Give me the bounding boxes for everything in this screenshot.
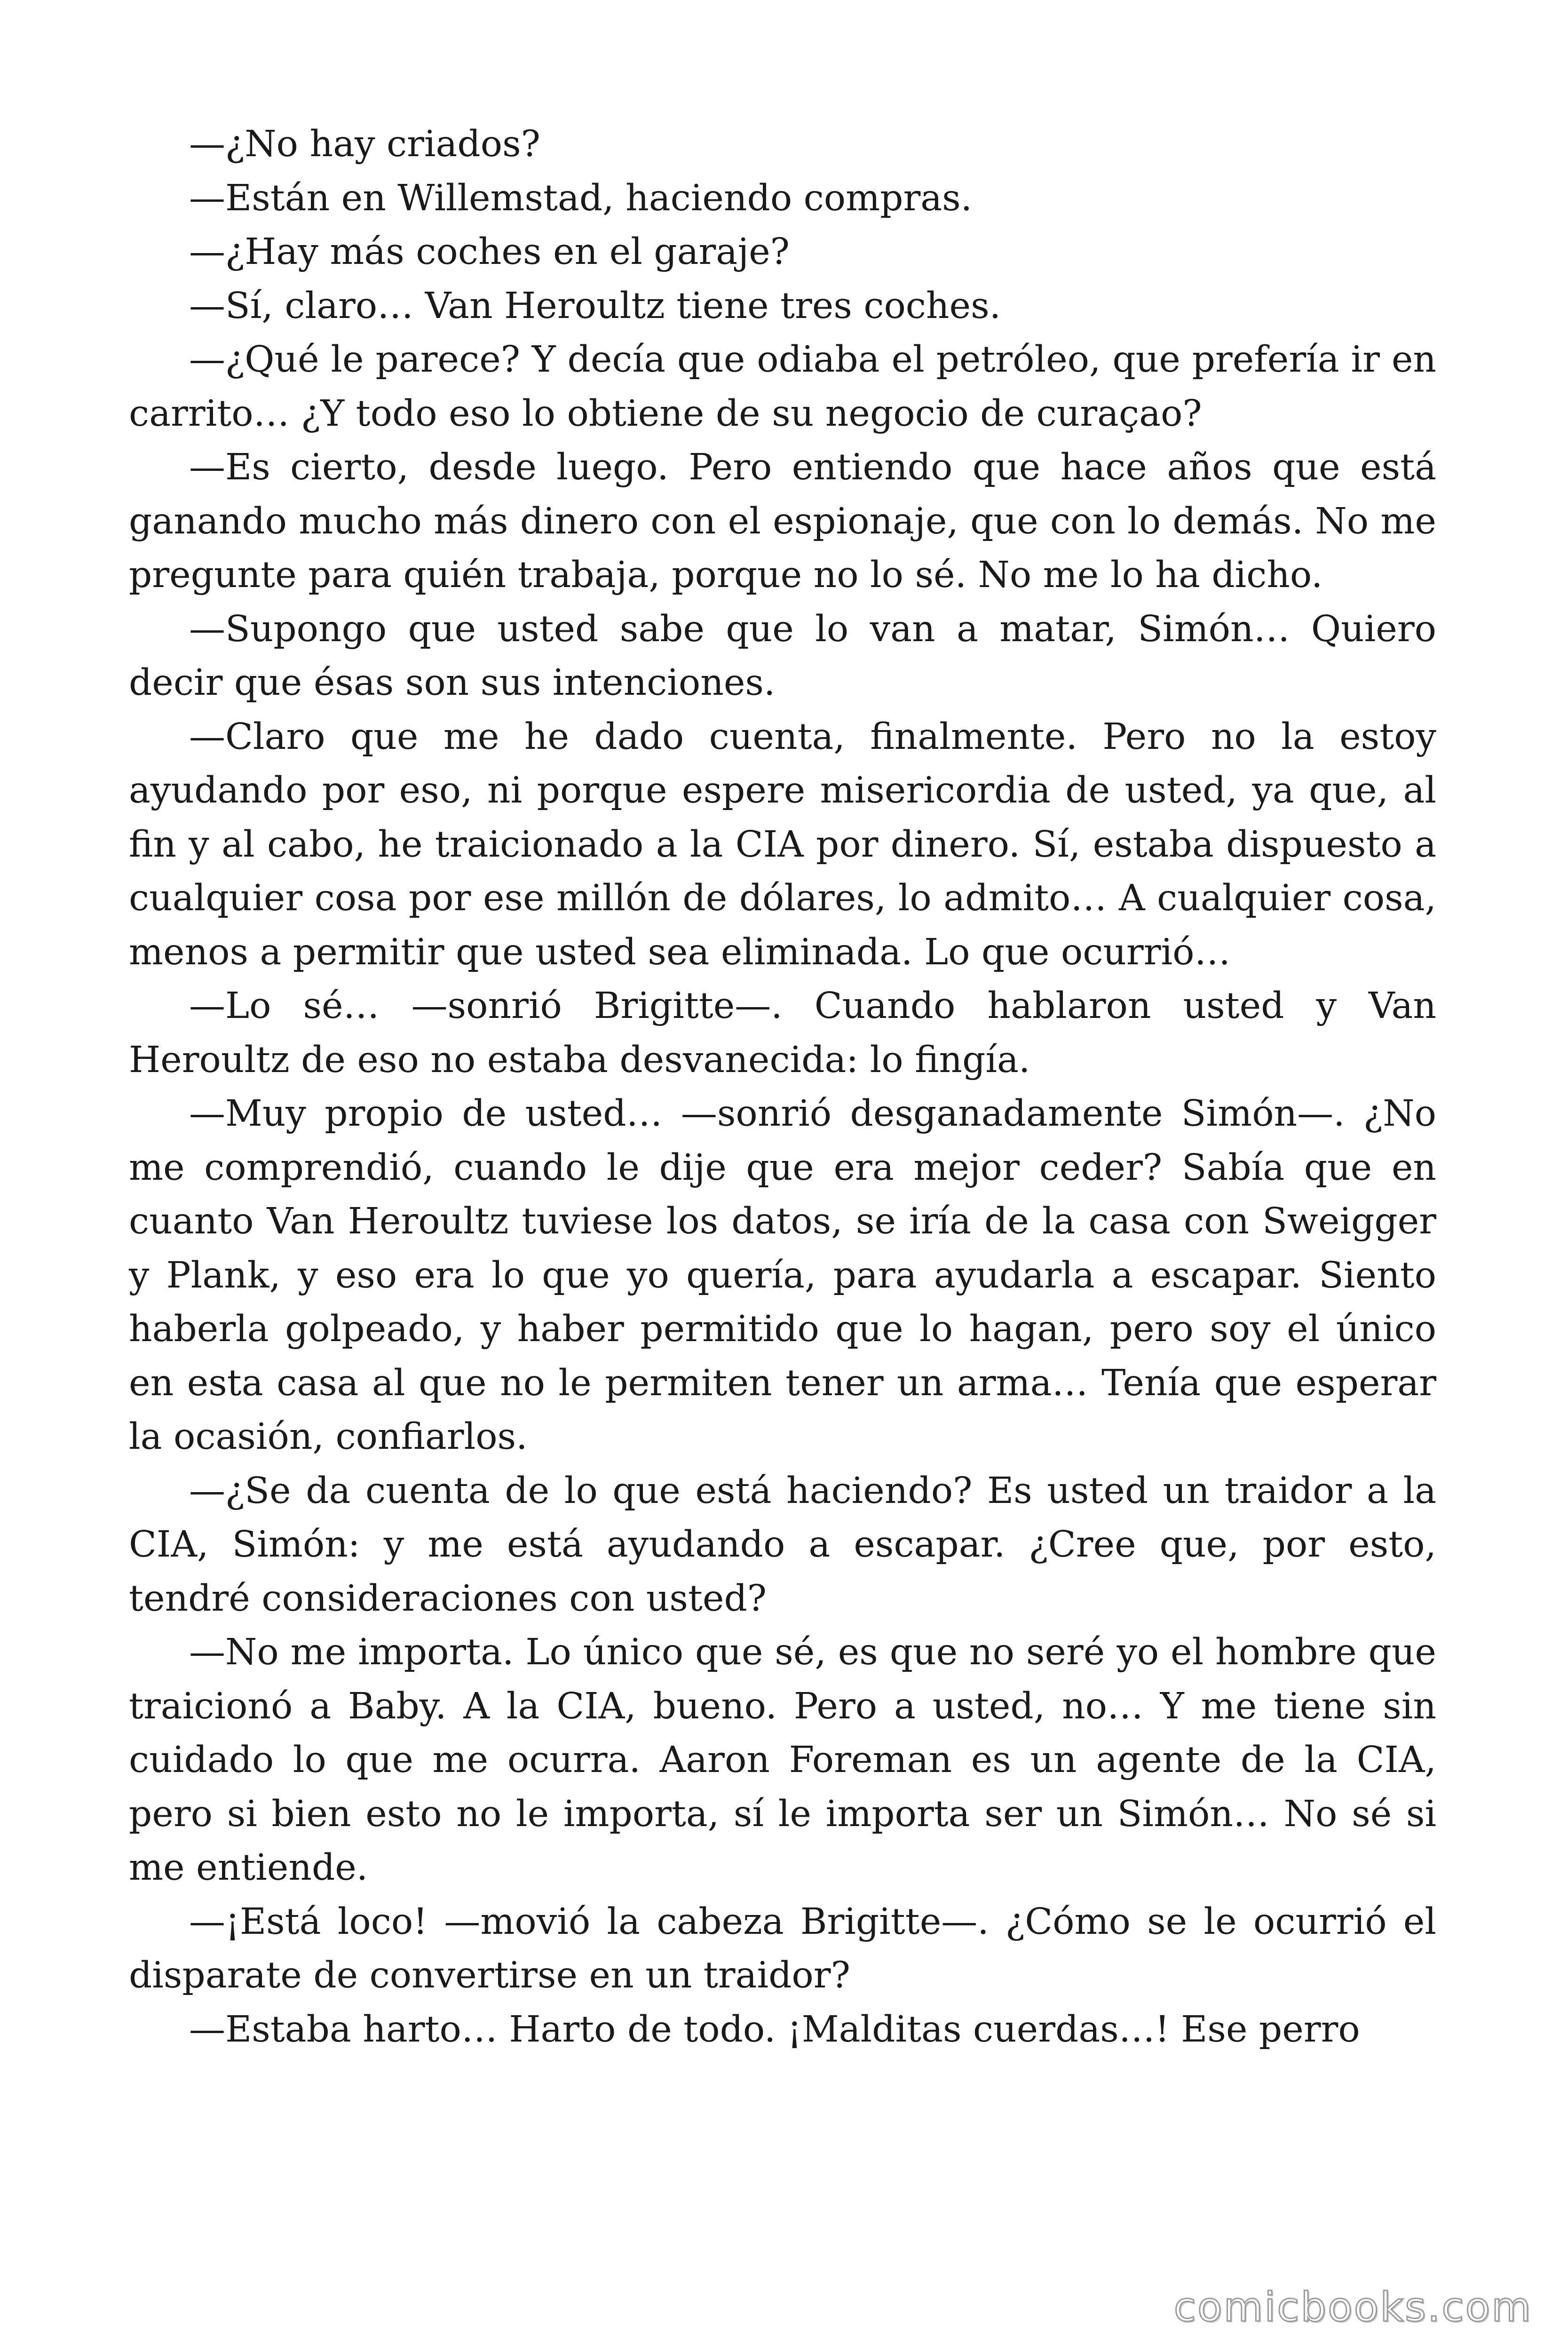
paragraph-3: —¿Hay más coches en el garaje? [189, 231, 790, 273]
paragraph-13: —¡Está loco! —movió la cabeza Brigitte—. ¿Cómo se le ocurrió el disparate de convertirse en un traidor? [129, 1900, 1436, 1996]
paragraph-11: —¿Se da cuenta de lo que está haciendo? Es usted un traidor a la CIA, Simón: y me está ayudando a escapar. ¿Cree que, por esto, tendré consideraciones con usted? [129, 1470, 1436, 1620]
paragraph-7: —Supongo que usted sabe que lo van a matar, Simón… Quiero decir que ésas son sus intenciones. [129, 608, 1436, 704]
book-page-text [129, 118, 1436, 2057]
paragraph-14: —Estaba harto… Harto de todo. ¡Malditas cuerdas…! Ese perro [189, 2008, 1360, 2050]
paragraph-5: —¿Qué le parece? Y decía que odiaba el petróleo, que prefería ir en carrito… ¿Y todo eso lo obtiene de su negocio de curaçao? [129, 339, 1436, 435]
paragraph-12: —No me importa. Lo único que sé, es que no seré yo el hombre que traicionó a Baby. A la CIA, bueno. Pero a usted, no… Y me tiene sin cuidado lo que me ocurra. Aaron Foreman es un agente de la CIA, pero si bien esto no le importa, sí le importa ser un Simón… No sé si me entiende. [129, 1631, 1436, 1889]
paragraph-8: —Claro que me he dado cuenta, finalmente. Pero no la estoy ayudando por eso, ni porque espere misericordia de usted, ya que, al fin y al cabo, he traicionado a la CIA por dinero. Sí, estaba dispuesto a cualquier cosa por ese millón de dólares, lo admito… A cualquier cosa, menos a permitir que usted sea eliminada. Lo que ocurrió… [129, 715, 1436, 973]
paragraph-2: —Están en Willemstad, haciendo compras. [189, 177, 973, 219]
paragraph-10: —Muy propio de usted… —sonrió desganadamente Simón—. ¿No me comprendió, cuando le dije que era mejor ceder? Sabía que en cuanto Van Heroultz tuviese los datos, se iría de la casa con Sweigger y Plank, y eso era lo que yo quería, para ayudarla a escapar. Siento haberla golpeado, y haber permitido que lo hagan, pero soy el único en esta casa al que no le permiten tener un arma… Tenía que esperar la ocasión, confiarlos. [129, 1093, 1436, 1458]
watermark: comicbooks.com [1173, 2284, 1532, 2331]
paragraph-4: —Sí, claro… Van Heroultz tiene tres coches. [189, 285, 1001, 327]
paragraph-6: —Es cierto, desde luego. Pero entiendo que hace años que está ganando mucho más dinero con el espionaje, que con lo demás. No me pregunte para quién trabaja, porque no lo sé. No me lo ha dicho. [129, 446, 1436, 596]
paragraph-9: —Lo sé… —sonrió Brigitte—. Cuando hablaron usted y Van Heroultz de eso no estaba desvanecida: lo fingía. [129, 985, 1436, 1081]
paragraph-1: —¿No hay criados? [189, 123, 540, 165]
